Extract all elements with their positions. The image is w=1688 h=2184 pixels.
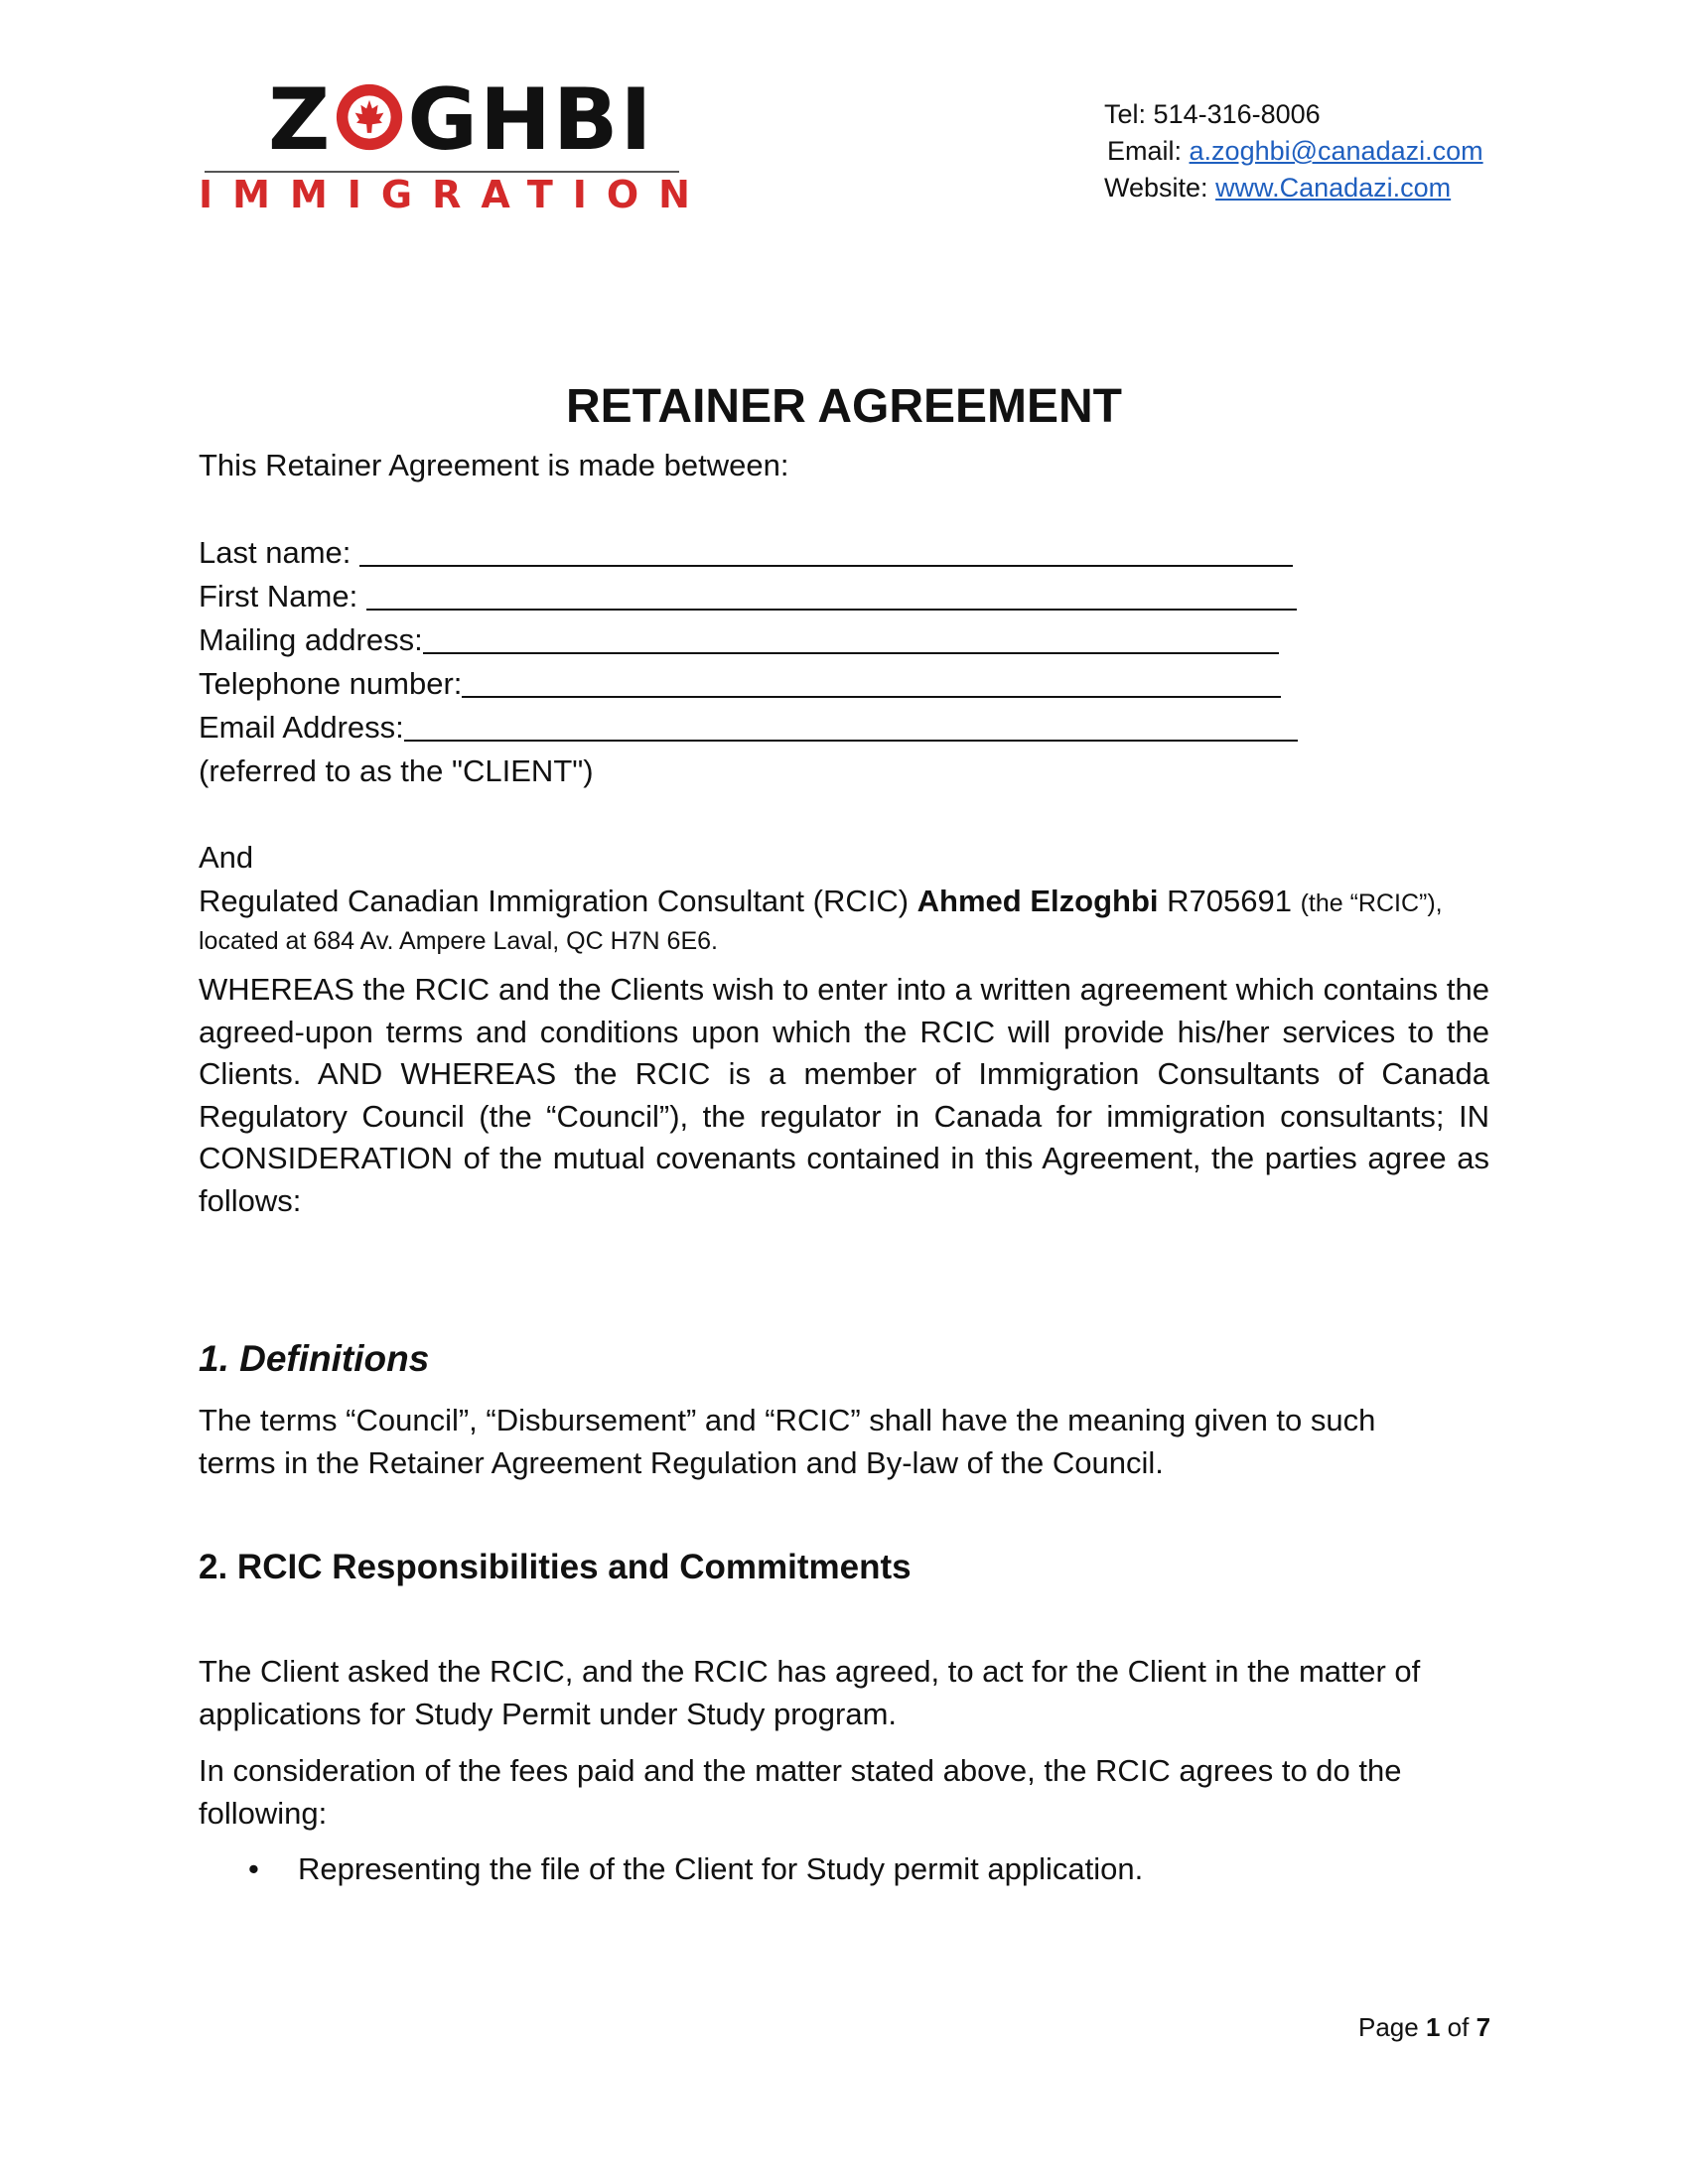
definitions-line-1: The terms “Council”, “Disbursement” and “RCIC” shall have the meaning given to such — [199, 1403, 1376, 1437]
whereas-paragraph: WHEREAS the RCIC and the Clients wish to enter into a written agreement which contains the agreed-upon terms and conditions upon which the RCIC will provide his/her services to the Clients. AND WHEREAS the RCIC is a member of Immigration Consultants of Canada Regulatory Council (the “Council”), the regulator in Canada for immigration consultants; IN CONSIDERATION of the mutual covenants contained in this Agreement, the parties agree as follows: — [199, 972, 1489, 1218]
section-2-paragraph-1: The Client asked the RCIC, and the RCIC has agreed, to act for the Client in the matter of applications for Study Permit under Study program. — [199, 1654, 1421, 1731]
contact-website: Website: www.Canadazi.com — [1104, 173, 1452, 203]
contact-email: Email: a.zoghbi@canadazi.com — [1107, 136, 1483, 166]
website-link[interactable]: www.Canadazi.com — [1215, 173, 1452, 203]
last-name-field[interactable]: Last name: — [199, 531, 1293, 575]
email-link[interactable]: a.zoghbi@canadazi.com — [1189, 136, 1483, 166]
last-name-blank[interactable] — [359, 535, 1293, 567]
logo-letter-z: Z — [268, 70, 333, 170]
first-name-field[interactable]: First Name: — [199, 575, 1297, 618]
telephone-blank[interactable] — [462, 666, 1281, 698]
telephone-field[interactable]: Telephone number: — [199, 662, 1281, 706]
first-name-blank[interactable] — [366, 579, 1297, 611]
section-2-paragraph-2: In consideration of the fees paid and the matter stated above, the RCIC agrees to do the following: — [199, 1753, 1402, 1831]
and-text: And — [199, 840, 254, 875]
intro-text: This Retainer Agreement is made between: — [199, 448, 789, 482]
bullet-icon: • — [248, 1851, 259, 1886]
maple-leaf-icon — [334, 81, 405, 153]
mailing-address-field[interactable]: Mailing address: — [199, 618, 1279, 662]
tel-value: 514-316-8006 — [1153, 99, 1321, 129]
email-address-field[interactable]: Email Address: — [199, 706, 1298, 750]
section-2-heading: 2. RCIC Responsibilities and Commitments — [199, 1548, 912, 1586]
mailing-address-blank[interactable] — [423, 622, 1279, 654]
page-number: Page 1 of 7 — [1358, 2012, 1491, 2042]
contact-tel: Tel: 514-316-8006 — [1104, 99, 1321, 129]
email-address-blank[interactable] — [404, 710, 1298, 742]
rcic-number: R705691 — [1158, 884, 1301, 918]
definitions-line-2: terms in the Retainer Agreement Regulation and By-law of the Council. — [199, 1445, 1164, 1480]
rcic-name: Ahmed Elzoghbi — [916, 884, 1159, 918]
company-logo — [199, 70, 710, 216]
rcic-address: located at 684 Av. Ampere Laval, QC H7N 6E6. — [199, 927, 718, 955]
rcic-line: Regulated Canadian Immigration Consultant (RCIC) Ahmed Elzoghbi R705691 (the “RCIC”), — [199, 884, 1443, 918]
list-item: Representing the file of the Client for Study permit application. — [298, 1851, 1144, 1886]
section-1-heading: 1. Definitions — [199, 1338, 430, 1379]
logo-letters-ghbi: GHBI — [407, 70, 654, 170]
logo-wordmark — [268, 70, 654, 170]
client-note: (referred to as the "CLIENT") — [199, 753, 594, 788]
logo-subtitle: IMMIGRATION — [199, 173, 710, 216]
document-title: RETAINER AGREEMENT — [565, 380, 1122, 433]
